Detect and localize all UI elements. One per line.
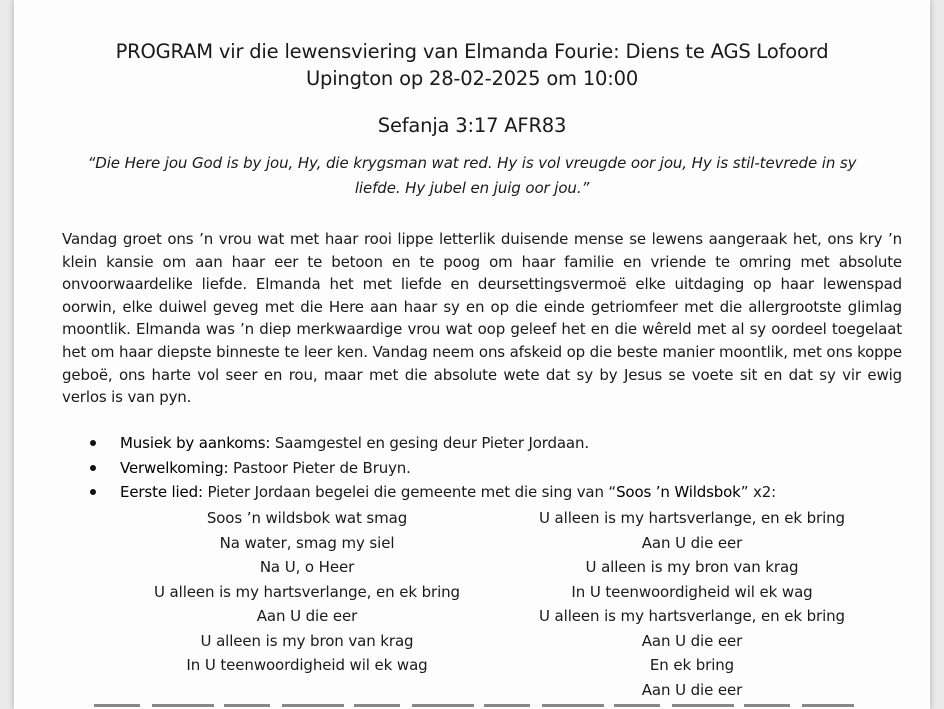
bullet-icon	[90, 489, 96, 495]
song-title: Soos ’n Wildsbok	[616, 483, 741, 501]
bullet-icon	[90, 440, 96, 446]
program-item-label: Eerste lied:	[120, 483, 203, 501]
lyric-line: Aan U die eer	[641, 631, 743, 650]
program-item-text: Pastoor Pieter de Bruyn.	[228, 458, 411, 477]
scripture-reference: Sefanja 3:17 AFR83	[377, 114, 567, 137]
program-title: PROGRAM vir die lewensviering van Elmanda Fourie: Diens te AGS Lofoord	[115, 40, 829, 63]
lyric-line: U alleen is my hartsverlange, en ek bring	[154, 582, 460, 601]
program-item-text: Pieter Jordaan begelei die gemeente met die sing van “	[202, 483, 617, 501]
lyric-line: In U teenwoordigheid wil ek wag	[571, 582, 813, 601]
lyric-line: In U teenwoordigheid wil ek wag	[186, 656, 428, 674]
program-item-label: Verwelkoming:	[120, 458, 229, 477]
scripture-quote: “Die Here jou God is by jou, Hy, die krygsman wat red. Hy is vol vreugde oor jou, Hy is stil-tevrede in sy liefde. Hy jubel en juig oor jou.”	[87, 154, 857, 197]
program-item-text: Saamgestel en gesing deur Pieter Jordaan.	[270, 434, 589, 452]
bullet-icon	[90, 465, 96, 471]
lyric-line: U alleen is my hartsverlange, en ek bring	[539, 509, 845, 527]
program-item-music	[62, 431, 912, 456]
lyric-line: Na water, smag my siel	[219, 533, 395, 552]
tribute-paragraph: Vandag groet ons ’n vrou wat met haar rooi lippe letterlik duisende mense se lewens aangeraak het, ons kry ’n klein kansie om aan haar eer te betoon en te poog om haar familie en vriende te omring met absolute onvoorwaardelike liefde. Elmanda het met liefde en deursettingsvermoë elke uitdaging op haar lewenspad oorwin, elke duiwel geveg met die Here aan haar sy en op die einde getriomfeer met die allergrootste glimlag moontlik. Elmanda was ’n diep merkwaardige vrou wat oop geleef het en die wêreld met al sy oordeel toegelaat het om haar diepste binneste te leer ken. Vandag neem ons afskeid op die beste manier moontlik, met ons koppe geboë, ons harte vol seer en rou, maar met die absolute wete dat sy by Jesus se voete sit en dat sy vir ewig verlos is van pyn.	[62, 230, 902, 407]
lyric-line: U alleen is my bron van krag	[200, 631, 414, 650]
program-list	[62, 431, 912, 505]
cut-off-text-line	[94, 700, 854, 708]
lyrics-left-column	[112, 506, 502, 678]
lyric-line: En ek bring	[649, 656, 735, 674]
program-item-first-song	[62, 480, 912, 505]
lyric-line: Aan U die eer	[641, 533, 743, 552]
program-item-text-after: ” x2:	[740, 483, 776, 501]
program-title-venue-date: Upington op 28-02-2025 om 10:00	[305, 67, 639, 90]
lyrics-right-column	[502, 506, 882, 702]
program-page	[14, 0, 930, 709]
lyric-line: U alleen is my hartsverlange, en ek bring	[539, 607, 845, 625]
program-item-label: Musiek by aankoms:	[120, 434, 271, 452]
lyric-line: Aan U die eer	[641, 680, 743, 699]
lyric-line: U alleen is my bron van krag	[585, 558, 799, 576]
lyric-line: Aan U die eer	[256, 607, 358, 625]
lyric-line: Soos ’n wildsbok wat smag	[206, 509, 408, 527]
lyric-line: Na U, o Heer	[259, 558, 355, 576]
program-item-welcome	[62, 456, 912, 481]
